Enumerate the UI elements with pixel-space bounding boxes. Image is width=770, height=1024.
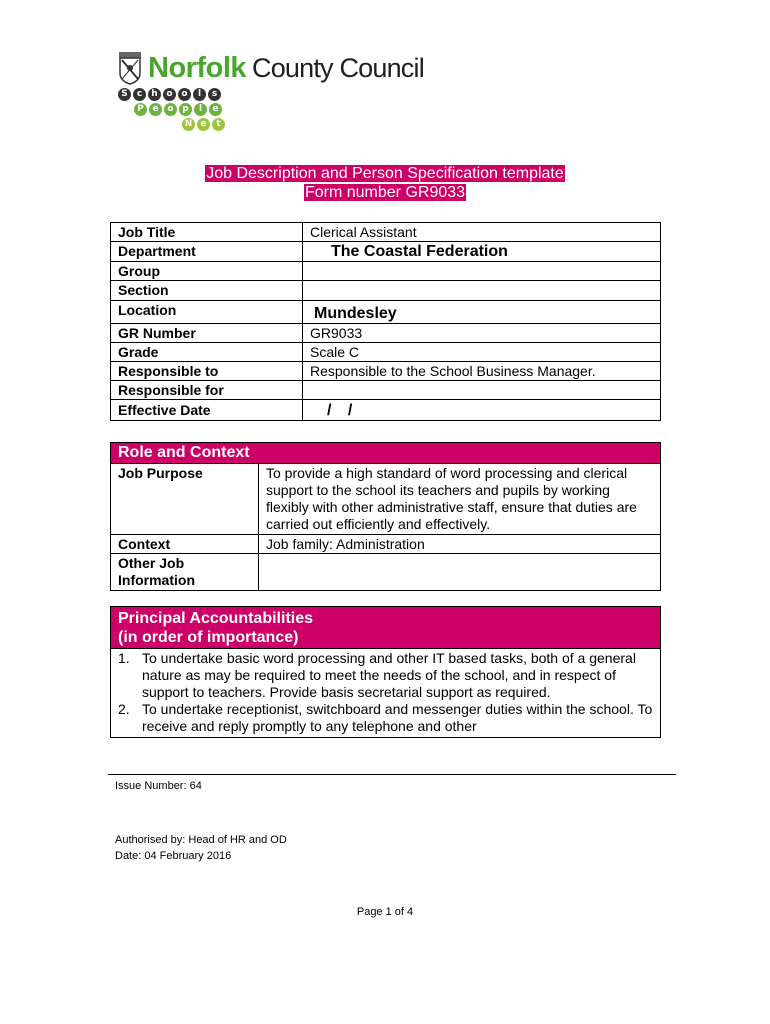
value: Job family: Administration — [259, 535, 661, 554]
footer-divider — [108, 774, 676, 775]
value — [303, 381, 661, 400]
spn-letter: s — [208, 88, 221, 101]
label: Job Title — [111, 223, 303, 242]
accountabilities-table — [110, 606, 661, 738]
value: The Coastal Federation — [331, 243, 508, 260]
spn-letter: P — [134, 103, 147, 116]
schools-people-net-logo — [118, 88, 240, 134]
label: Grade — [111, 343, 303, 362]
value: To provide a high standard of word processing and clerical support to the school its teachers and pupils by working flexibly with other administrative staff, ensure that duties are carried out efficiently and effectively. — [259, 464, 661, 535]
row-job-title — [111, 223, 661, 242]
label: Job Purpose — [111, 464, 259, 535]
accountabilities-list — [118, 650, 653, 735]
list-item: 1. To undertake basic word processing and other IT based tasks, both of a general nature as may be required to meet the needs of the school, and in respect of support to teachers. Provide basis secretarial support as required. — [118, 650, 636, 700]
label: Context — [111, 535, 259, 554]
role-context-table — [110, 442, 661, 591]
spn-letter: c — [133, 88, 146, 101]
accountabilities-heading — [111, 607, 661, 649]
title-line-1: Job Description and Person Specification template — [206, 165, 564, 182]
spn-row-schools — [118, 88, 240, 102]
label: Responsible to — [111, 362, 303, 381]
value: GR9033 — [303, 324, 661, 343]
label: Department — [111, 242, 303, 262]
authorised-by: Authorised by: Head of HR and OD — [115, 834, 287, 846]
spn-letter: l — [193, 88, 206, 101]
spn-letter: h — [148, 88, 161, 101]
list-item: 2. To undertake receptionist, switchboard and messenger duties within the school. To receive and reply promptly to any telephone and other — [118, 701, 653, 734]
label: Responsible for — [111, 381, 303, 400]
value — [259, 554, 661, 591]
spn-letter: p — [179, 103, 192, 116]
value: Responsible to the School Business Manager. — [303, 362, 661, 381]
row-grade — [111, 343, 661, 362]
title-line-2: Form number GR9033 — [304, 184, 466, 201]
label: Location — [111, 301, 303, 324]
spn-letter: o — [164, 103, 177, 116]
row-responsible-for — [111, 381, 661, 400]
job-details-table — [110, 222, 661, 421]
crest-icon — [118, 51, 142, 85]
norfolk-logo — [118, 48, 424, 88]
value: Scale C — [303, 343, 661, 362]
role-context-heading: Role and Context — [111, 443, 661, 464]
row-gr-number — [111, 324, 661, 343]
row-section — [111, 281, 661, 301]
row-department — [111, 242, 661, 262]
heading-line-2: (in order of importance) — [118, 629, 299, 646]
spn-row-people — [134, 103, 240, 117]
row-location — [111, 301, 661, 324]
row-other-job-info — [111, 554, 661, 591]
spn-letter: N — [182, 118, 195, 131]
spn-letter: l — [194, 103, 207, 116]
row-job-purpose — [111, 464, 661, 535]
row-context — [111, 535, 661, 554]
spn-letter: e — [149, 103, 162, 116]
spn-letter: t — [212, 118, 225, 131]
page-number: Page 1 of 4 — [356, 906, 414, 918]
brand-main: Norfolk — [148, 52, 246, 84]
spn-row-net — [182, 118, 240, 132]
spn-letter: o — [178, 88, 191, 101]
label: Section — [111, 281, 303, 301]
spn-letter: e — [197, 118, 210, 131]
label: Other Job Information — [111, 554, 259, 591]
document-title — [0, 164, 770, 202]
spn-letter: o — [163, 88, 176, 101]
row-effective-date — [111, 400, 661, 421]
authorisation-block — [115, 832, 287, 864]
row-responsible-to — [111, 362, 661, 381]
issue-date: Date: 04 February 2016 — [115, 850, 232, 862]
label: Group — [111, 262, 303, 281]
value: Mundesley — [314, 305, 397, 322]
label: GR Number — [111, 324, 303, 343]
value — [303, 262, 661, 281]
row-group — [111, 262, 661, 281]
value: / / — [327, 402, 359, 419]
spn-letter: e — [209, 103, 222, 116]
spn-letter: S — [118, 88, 131, 101]
label: Effective Date — [111, 400, 303, 421]
value — [303, 281, 661, 301]
heading-line-1: Principal Accountabilities — [118, 610, 314, 627]
brand-rest: County Council — [252, 53, 424, 83]
value: Clerical Assistant — [303, 223, 661, 242]
issue-number: Issue Number: 64 — [115, 780, 202, 792]
